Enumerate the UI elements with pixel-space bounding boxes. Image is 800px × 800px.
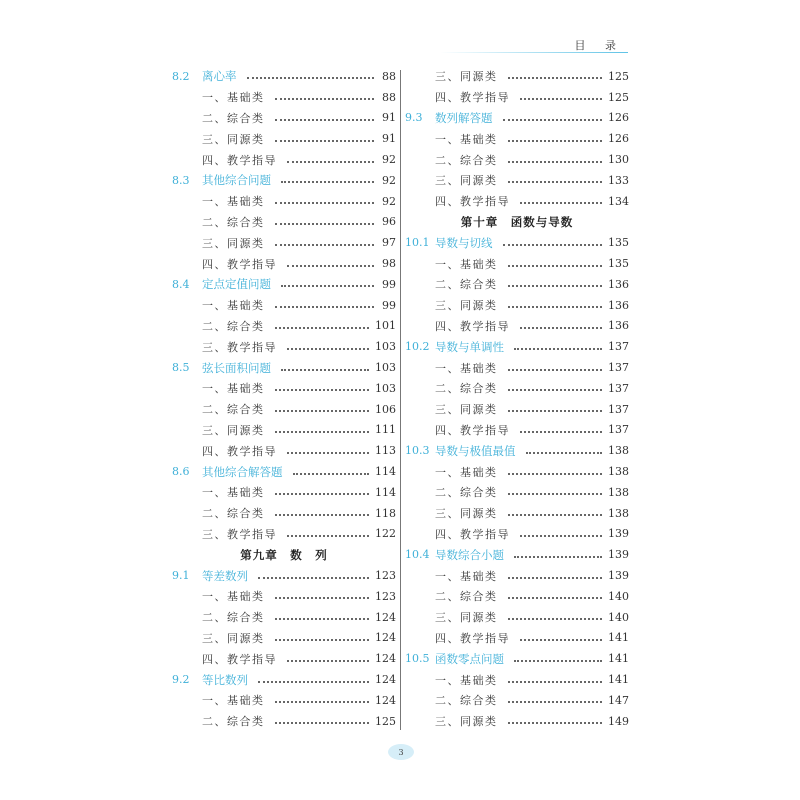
dot-leader (503, 244, 603, 246)
dot-leader (508, 285, 603, 287)
entry-title: 定点定值问题 (202, 277, 271, 292)
dot-leader (275, 306, 375, 308)
dot-leader (508, 140, 603, 142)
toc-section-entry[interactable] (405, 336, 629, 357)
toc-item-entry[interactable] (405, 586, 629, 607)
toc-section-entry[interactable] (405, 648, 629, 669)
entry-title: 三、同源类 (202, 132, 265, 146)
dot-leader (520, 639, 602, 641)
page-ref: 138 (608, 465, 629, 479)
entry-title: 一、基础类 (202, 299, 265, 313)
entry-title: 一、基础类 (435, 132, 498, 146)
dot-leader (287, 265, 374, 267)
toc-item-entry[interactable] (405, 420, 629, 441)
entry-title: 导数与切线 (435, 235, 493, 250)
page-ref: 99 (382, 298, 396, 312)
page-ref: 124 (375, 652, 396, 666)
chapter-heading (405, 212, 629, 233)
dot-leader (275, 597, 370, 599)
toc-item-entry[interactable] (172, 440, 396, 461)
toc-item-entry[interactable] (172, 108, 396, 129)
page-ref: 141 (608, 652, 629, 666)
page-ref: 123 (375, 569, 396, 583)
toc-item-entry[interactable] (405, 669, 629, 690)
dot-leader (520, 98, 602, 100)
entry-title: 四、教学指导 (435, 91, 510, 105)
dot-leader (287, 660, 369, 662)
toc-item-entry[interactable] (405, 378, 629, 399)
entry-title: 等比数列 (202, 672, 248, 687)
page-ref: 122 (375, 527, 396, 541)
entry-title: 一、基础类 (435, 569, 498, 583)
page-ref: 125 (608, 90, 629, 104)
toc-section-entry[interactable] (172, 357, 396, 378)
entry-title: 弦长面积问题 (202, 360, 271, 375)
dot-leader (508, 265, 603, 267)
toc-item-entry[interactable] (405, 461, 629, 482)
toc-section-entry[interactable] (172, 669, 396, 690)
entry-title: 二、综合类 (202, 611, 265, 625)
dot-leader (508, 722, 603, 724)
toc-item-entry[interactable] (172, 628, 396, 649)
section-number: 8.4 (172, 277, 190, 291)
page-ref: 111 (375, 423, 396, 437)
dot-leader (281, 369, 369, 371)
chapter-title: 第九章 数 列 (240, 547, 328, 562)
section-number: 10.5 (405, 652, 430, 666)
entry-title: 三、同源类 (435, 70, 498, 84)
entry-title: 四、教学指导 (202, 257, 277, 271)
dot-leader (508, 473, 603, 475)
entry-title: 二、综合类 (435, 694, 498, 708)
page-ref: 138 (608, 485, 629, 499)
page-ref: 124 (375, 673, 396, 686)
page-ref: 137 (608, 402, 629, 416)
page-ref: 124 (375, 610, 396, 624)
toc-item-entry[interactable] (172, 191, 396, 212)
dot-leader (508, 618, 603, 620)
page-ref: 134 (608, 194, 629, 208)
page-ref: 138 (608, 506, 629, 520)
entry-title: 四、教学指导 (435, 631, 510, 645)
entry-title: 四、教学指导 (435, 527, 510, 541)
entry-title: 一、基础类 (202, 91, 265, 105)
page-ref: 124 (375, 693, 396, 707)
chapter-title: 第十章 函数与导数 (460, 214, 574, 229)
dot-leader (287, 348, 369, 350)
entry-title: 一、基础类 (202, 590, 265, 604)
dot-leader (281, 181, 374, 183)
toc-item-entry[interactable] (172, 232, 396, 253)
chapter-heading (172, 544, 396, 565)
toc-item-entry[interactable] (172, 378, 396, 399)
section-number: 8.5 (172, 361, 190, 375)
entry-title: 四、教学指导 (202, 444, 277, 458)
page-ref: 149 (608, 714, 629, 728)
page-ref: 133 (608, 173, 629, 187)
entry-title: 三、同源类 (435, 403, 498, 417)
section-number: 10.2 (405, 340, 430, 354)
entry-title: 二、综合类 (202, 403, 265, 417)
dot-leader (275, 98, 375, 100)
dot-leader (508, 389, 603, 391)
entry-title: 一、基础类 (202, 195, 265, 209)
entry-title: 四、教学指导 (435, 423, 510, 437)
page-ref: 97 (382, 236, 396, 250)
toc-item-entry[interactable] (172, 128, 396, 149)
page-ref: 139 (608, 527, 629, 541)
page-ref: 92 (382, 153, 396, 167)
page-ref: 137 (608, 361, 629, 375)
entry-title: 三、同源类 (202, 236, 265, 250)
toc-item-entry[interactable] (172, 524, 396, 545)
page-ref: 141 (608, 673, 629, 686)
page-ref: 140 (608, 610, 629, 624)
dot-leader (275, 244, 375, 246)
page-ref: 139 (608, 569, 629, 583)
toc-item-entry[interactable] (405, 274, 629, 295)
page-ref: 103 (375, 381, 396, 395)
section-number: 8.2 (172, 69, 190, 83)
dot-leader (275, 514, 370, 516)
dot-leader (508, 577, 603, 579)
toc-section-entry[interactable] (172, 461, 396, 482)
toc-item-entry[interactable] (172, 316, 396, 337)
toc-section-entry[interactable] (172, 565, 396, 586)
toc-item-entry[interactable] (405, 253, 629, 274)
page-ref: 88 (382, 69, 396, 83)
dot-leader (275, 119, 375, 121)
toc-section-entry[interactable] (405, 232, 629, 253)
toc-item-entry[interactable] (405, 87, 629, 108)
entry-title: 四、教学指导 (435, 195, 510, 209)
dot-leader (520, 431, 602, 433)
toc-item-entry[interactable] (172, 253, 396, 274)
dot-leader (514, 660, 602, 662)
dot-leader (508, 493, 603, 495)
dot-leader (275, 493, 370, 495)
page-ref: 135 (608, 257, 629, 271)
page-ref: 106 (375, 402, 396, 416)
toc-item-entry[interactable] (405, 711, 629, 732)
toc-item-entry[interactable] (405, 191, 629, 212)
page-ref: 137 (608, 381, 629, 395)
dot-leader (275, 431, 370, 433)
dot-leader (275, 223, 375, 225)
section-number: 9.1 (172, 569, 190, 583)
dot-leader (508, 181, 603, 183)
entry-title: 导数与极值最值 (435, 443, 516, 458)
page-ref: 139 (608, 548, 629, 562)
toc-item-entry[interactable] (172, 586, 396, 607)
dot-leader (520, 535, 602, 537)
entry-title: 三、同源类 (202, 631, 265, 645)
entry-title: 四、教学指导 (435, 319, 510, 333)
entry-title: 三、同源类 (435, 174, 498, 188)
entry-title: 二、综合类 (435, 486, 498, 500)
toc-item-entry[interactable] (172, 607, 396, 628)
page-ref: 114 (375, 465, 396, 479)
dot-leader (520, 327, 602, 329)
page-number: 3 (388, 744, 414, 760)
dot-leader (275, 327, 370, 329)
dot-leader (275, 701, 370, 703)
entry-title: 四、教学指导 (202, 652, 277, 666)
toc-item-entry[interactable] (405, 503, 629, 524)
entry-title: 二、综合类 (435, 590, 498, 604)
entry-title: 函数零点问题 (435, 651, 504, 666)
toc-item-entry[interactable] (172, 399, 396, 420)
toc-item-entry[interactable] (405, 524, 629, 545)
entry-title: 一、基础类 (435, 465, 498, 479)
entry-title: 二、综合类 (202, 715, 265, 729)
page-ref: 103 (375, 361, 396, 375)
entry-title: 导数与单调性 (435, 339, 504, 354)
dot-leader (526, 452, 603, 454)
page-ref: 118 (375, 506, 396, 520)
dot-leader (508, 306, 603, 308)
dot-leader (287, 535, 369, 537)
toc-item-entry[interactable] (405, 316, 629, 337)
entry-title: 三、同源类 (202, 423, 265, 437)
entry-title: 一、基础类 (435, 257, 498, 271)
dot-leader (275, 140, 375, 142)
page-ref: 113 (375, 444, 396, 458)
toc-item-entry[interactable] (172, 420, 396, 441)
dot-leader (508, 701, 603, 703)
page-ref: 138 (608, 444, 629, 458)
toc-item-entry[interactable] (172, 648, 396, 669)
toc-item-entry[interactable] (405, 628, 629, 649)
page-ref: 125 (375, 714, 396, 728)
header-rule (440, 52, 628, 53)
entry-title: 三、同源类 (435, 507, 498, 521)
page-ref: 96 (382, 215, 396, 229)
dot-leader (247, 77, 375, 79)
toc-section-entry[interactable] (172, 170, 396, 191)
toc-item-entry[interactable] (405, 295, 629, 316)
section-number: 10.4 (405, 548, 430, 562)
toc-item-entry[interactable] (172, 149, 396, 170)
section-number: 9.2 (172, 673, 190, 686)
toc-item-entry[interactable] (172, 336, 396, 357)
toc-item-entry[interactable] (405, 690, 629, 711)
dot-leader (514, 556, 602, 558)
page-ref: 92 (382, 173, 396, 187)
page-ref: 130 (608, 153, 629, 167)
entry-title: 三、教学指导 (202, 340, 277, 354)
page-ref: 88 (382, 90, 396, 104)
page-ref: 136 (608, 298, 629, 312)
page-ref: 140 (608, 589, 629, 603)
dot-leader (287, 161, 374, 163)
toc-item-entry[interactable] (405, 482, 629, 503)
page-ref: 101 (375, 319, 396, 333)
toc-item-entry[interactable] (405, 66, 629, 87)
dot-leader (508, 410, 603, 412)
dot-leader (508, 369, 603, 371)
toc-item-entry[interactable] (172, 482, 396, 503)
entry-title: 四、教学指导 (202, 153, 277, 167)
entry-title: 导数综合小题 (435, 547, 504, 562)
entry-title: 数列解答题 (435, 110, 493, 125)
entry-title: 一、基础类 (435, 361, 498, 375)
entry-title: 一、基础类 (202, 694, 265, 708)
dot-leader (275, 389, 370, 391)
toc-item-entry[interactable] (172, 87, 396, 108)
entry-title: 其他综合解答题 (202, 464, 283, 479)
dot-leader (275, 722, 370, 724)
toc-item-entry[interactable] (405, 170, 629, 191)
toc-item-entry[interactable] (172, 295, 396, 316)
page-ref: 124 (375, 631, 396, 645)
dot-leader (508, 161, 603, 163)
entry-title: 离心率 (202, 69, 237, 84)
page-ref: 91 (382, 132, 396, 146)
toc-item-entry[interactable] (172, 711, 396, 732)
toc-section-entry[interactable] (172, 274, 396, 295)
page-ref: 99 (382, 277, 396, 291)
entry-title: 一、基础类 (435, 673, 498, 687)
page-ref: 92 (382, 194, 396, 208)
section-number: 8.3 (172, 173, 190, 187)
entry-title: 三、同源类 (435, 715, 498, 729)
page-ref: 137 (608, 423, 629, 437)
entry-title: 一、基础类 (202, 382, 265, 396)
toc-section-entry[interactable] (405, 440, 629, 461)
toc-item-entry[interactable] (172, 212, 396, 233)
dot-leader (520, 202, 602, 204)
entry-title: 其他综合问题 (202, 173, 271, 188)
dot-leader (281, 285, 374, 287)
page-ref: 123 (375, 589, 396, 603)
dot-leader (275, 410, 370, 412)
entry-title: 二、综合类 (435, 278, 498, 292)
page-ref: 135 (608, 236, 629, 250)
entry-title: 三、同源类 (435, 299, 498, 313)
column-divider (400, 70, 401, 730)
dot-leader (508, 681, 603, 683)
entry-title: 二、综合类 (202, 111, 265, 125)
page-ref: 137 (608, 340, 629, 354)
entry-title: 二、综合类 (202, 215, 265, 229)
toc-right-column (405, 66, 629, 732)
entry-title: 等差数列 (202, 568, 248, 583)
section-number: 8.6 (172, 465, 190, 479)
toc-section-entry[interactable] (172, 66, 396, 87)
dot-leader (514, 348, 602, 350)
entry-title: 二、综合类 (202, 507, 265, 521)
toc-item-entry[interactable] (405, 607, 629, 628)
dot-leader (287, 452, 369, 454)
page-ref: 91 (382, 111, 396, 125)
page-ref: 126 (608, 132, 629, 146)
toc-item-entry[interactable] (405, 357, 629, 378)
page-ref: 136 (608, 319, 629, 333)
dot-leader (275, 202, 375, 204)
toc-left-column (172, 66, 396, 732)
entry-title: 一、基础类 (202, 486, 265, 500)
entry-title: 二、综合类 (435, 153, 498, 167)
section-number: 10.1 (405, 236, 430, 250)
page-ref: 141 (608, 631, 629, 645)
toc-section-entry[interactable] (405, 108, 629, 129)
dot-leader (503, 119, 603, 121)
dot-leader (258, 577, 369, 579)
entry-title: 二、综合类 (202, 319, 265, 333)
section-number: 9.3 (405, 111, 423, 125)
dot-leader (293, 473, 370, 475)
toc-item-entry[interactable] (405, 399, 629, 420)
page-ref: 126 (608, 111, 629, 125)
entry-title: 三、同源类 (435, 611, 498, 625)
page-ref: 147 (608, 693, 629, 707)
toc-item-entry[interactable] (405, 565, 629, 586)
page-ref: 136 (608, 277, 629, 291)
toc-item-entry[interactable] (405, 149, 629, 170)
toc-item-entry[interactable] (172, 503, 396, 524)
page-ref: 103 (375, 340, 396, 354)
section-number: 10.3 (405, 444, 430, 458)
dot-leader (275, 639, 370, 641)
page-header-title: 目 录 (574, 39, 624, 52)
dot-leader (508, 77, 603, 79)
page-ref: 98 (382, 257, 396, 271)
dot-leader (508, 514, 603, 516)
dot-leader (508, 597, 603, 599)
toc-item-entry[interactable] (405, 128, 629, 149)
dot-leader (258, 681, 369, 683)
toc-item-entry[interactable] (172, 690, 396, 711)
dot-leader (275, 618, 370, 620)
page-ref: 114 (375, 485, 396, 499)
entry-title: 二、综合类 (435, 382, 498, 396)
page-ref: 125 (608, 69, 629, 83)
entry-title: 三、教学指导 (202, 527, 277, 541)
toc-section-entry[interactable] (405, 544, 629, 565)
